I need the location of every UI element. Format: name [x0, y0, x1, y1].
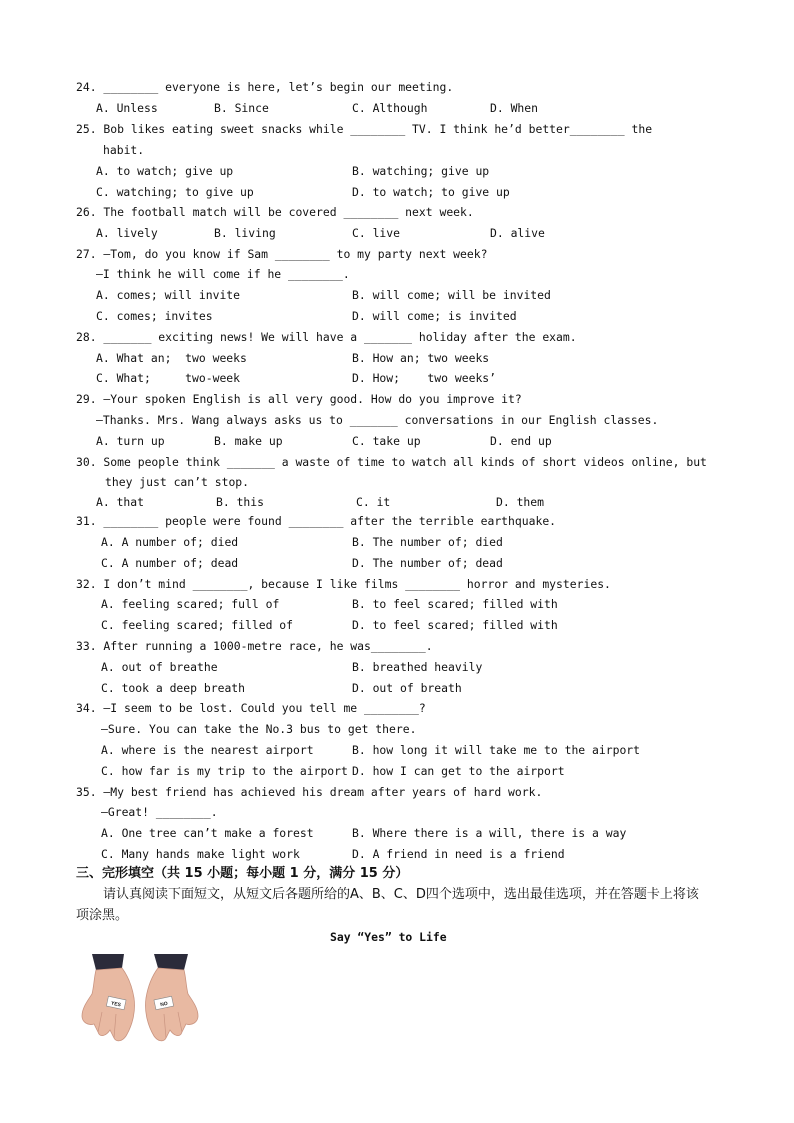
q33-option-c: C. took a deep breath — [101, 681, 246, 695]
section-heading: 三、完形填空（共 15 小题；每小题 1 分，满分 15 分） — [76, 866, 409, 881]
q31-option-a: A. A number of; died — [101, 535, 239, 549]
question-27-stem-cont: —I think he will come if he ________. — [96, 267, 350, 281]
q30-option-c: C. it — [356, 495, 391, 509]
q33-option-b: B. breathed heavily — [352, 660, 483, 674]
q28-option-c: C. What; two-week — [96, 371, 241, 385]
left-sleeve — [92, 954, 124, 970]
q30-option-d: D. them — [496, 495, 545, 509]
q24-option-d: D. When — [490, 101, 539, 115]
question-28-stem: 28. _______ exciting news! We will have a _______ holiday after the exam. — [76, 330, 577, 344]
q30-option-b: B. this — [216, 495, 265, 509]
q26-option-b: B. living — [214, 226, 276, 240]
q29-option-b: B. make up — [214, 434, 283, 448]
q31-option-d: D. The number of; dead — [352, 556, 503, 570]
q32-option-a: A. feeling scared; full of — [101, 597, 280, 611]
no-card-label: NO — [159, 1000, 169, 1009]
passage-title: Say “Yes” to Life — [330, 930, 447, 944]
q29-option-c: C. take up — [352, 434, 421, 448]
q28-option-d: D. How; two weeks’ — [352, 371, 497, 385]
right-sleeve — [154, 954, 188, 970]
q29-option-a: A. turn up — [96, 434, 165, 448]
q33-option-a: A. out of breathe — [101, 660, 218, 674]
q30-option-a: A. that — [96, 495, 145, 509]
q27-option-b: B. will come; will be invited — [352, 288, 551, 302]
hands-yes-no-illustration — [76, 954, 204, 1044]
question-34-stem-cont: —Sure. You can take the No.3 bus to get there. — [101, 722, 417, 736]
question-29-stem: 29. —Your spoken English is all very good. How do you improve it? — [76, 392, 522, 406]
q32-option-c: C. feeling scared; filled of — [101, 618, 294, 632]
q29-option-d: D. end up — [490, 434, 552, 448]
q33-option-d: D. out of breath — [352, 681, 462, 695]
q26-option-c: C. live — [352, 226, 401, 240]
question-25-stem: 25. Bob likes eating sweet snacks while ________ TV. I think he’d better________ the — [76, 122, 653, 136]
q35-option-b: B. Where there is a will, there is a way — [352, 826, 627, 840]
q27-option-a: A. comes; will invite — [96, 288, 241, 302]
q25-option-d: D. to watch; to give up — [352, 185, 510, 199]
question-31-stem: 31. ________ people were found ________ after the terrible earthquake. — [76, 514, 557, 528]
q27-option-d: D. will come; is invited — [352, 309, 517, 323]
question-35-stem-cont: —Great! ________. — [101, 805, 218, 819]
q27-option-c: C. comes; invites — [96, 309, 213, 323]
section-instruction: 请认真阅读下面短文，从短文后各题所给的A、B、C、D四个选项中，选出最佳选项，并在答题卡上将该 — [103, 887, 699, 902]
q28-option-b: B. How an; two weeks — [352, 351, 490, 365]
q34-option-a: A. where is the nearest airport — [101, 743, 314, 757]
q32-option-d: D. to feel scared; filled with — [352, 618, 558, 632]
q28-option-a: A. What an; two weeks — [96, 351, 247, 365]
q24-option-c: C. Although — [352, 101, 428, 115]
q31-option-b: B. The number of; died — [352, 535, 503, 549]
question-26-stem: 26. The football match will be covered ________ next week. — [76, 205, 474, 219]
q26-option-d: D. alive — [490, 226, 545, 240]
q25-option-a: A. to watch; give up — [96, 164, 234, 178]
question-30-stem: 30. Some people think _______ a waste of time to watch all kinds of short videos online, but — [76, 455, 707, 469]
question-33-stem: 33. After running a 1000-metre race, he was________. — [76, 639, 433, 653]
q34-option-d: D. how I can get to the airport — [352, 764, 565, 778]
yes-card-label: YES — [110, 1000, 122, 1009]
question-27-stem: 27. —Tom, do you know if Sam ________ to my party next week? — [76, 247, 488, 261]
q24-option-a: A. Unless — [96, 101, 158, 115]
question-29-stem-cont: —Thanks. Mrs. Wang always asks us to _______ conversations in our English classes. — [96, 413, 659, 427]
q34-option-b: B. how long it will take me to the airport — [352, 743, 641, 757]
q35-option-a: A. One tree can’t make a forest — [101, 826, 314, 840]
q34-option-c: C. how far is my trip to the airport — [101, 764, 348, 778]
q25-option-c: C. watching; to give up — [96, 185, 254, 199]
question-34-stem: 34. —I seem to be lost. Could you tell me ________? — [76, 701, 426, 715]
q32-option-b: B. to feel scared; filled with — [352, 597, 558, 611]
q35-option-c: C. Many hands make light work — [101, 847, 300, 861]
question-30-stem-cont: they just can’t stop. — [105, 475, 250, 489]
q31-option-c: C. A number of; dead — [101, 556, 239, 570]
question-35-stem: 35. —My best friend has achieved his dream after years of hard work. — [76, 785, 543, 799]
section-instruction-cont: 项涂黑。 — [76, 908, 129, 923]
question-25-stem-cont: habit. — [103, 143, 145, 157]
question-24-stem: 24. ________ everyone is here, let’s begin our meeting. — [76, 80, 454, 94]
question-32-stem: 32. I don’t mind ________, because I like films ________ horror and mysteries. — [76, 577, 611, 591]
q26-option-a: A. lively — [96, 226, 158, 240]
q25-option-b: B. watching; give up — [352, 164, 490, 178]
q35-option-d: D. A friend in need is a friend — [352, 847, 565, 861]
q24-option-b: B. Since — [214, 101, 269, 115]
